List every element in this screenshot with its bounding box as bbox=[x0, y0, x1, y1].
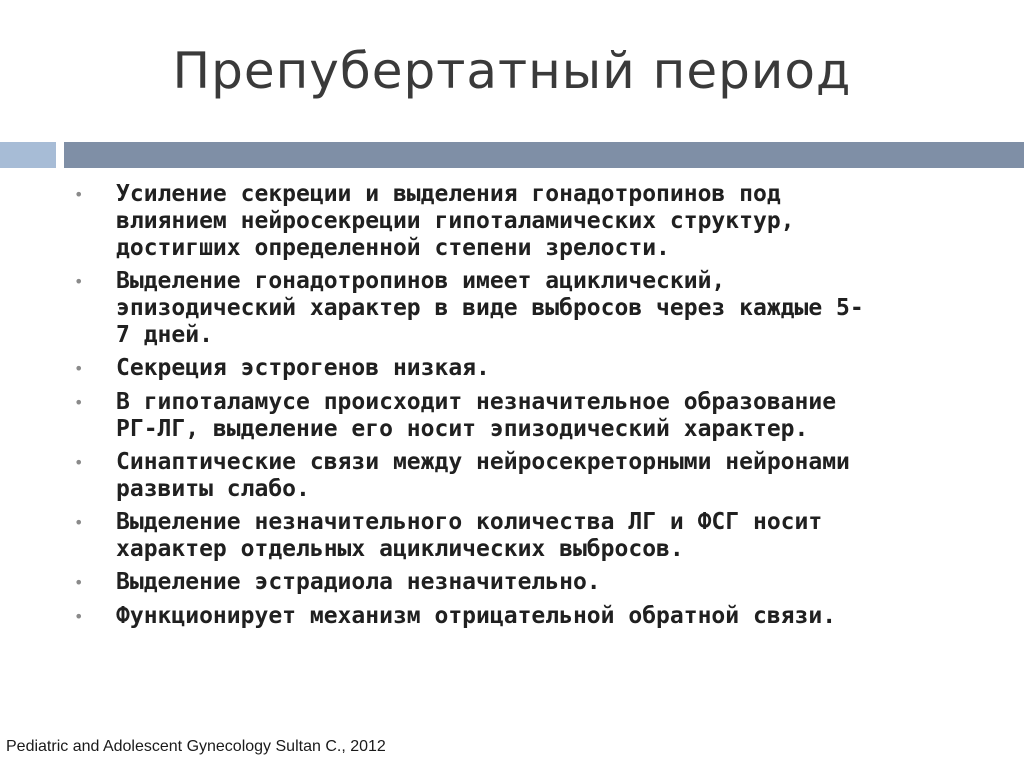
bullet-text: Синаптические связи между нейросекреторными нейронами развиты слабо. bbox=[116, 449, 850, 502]
bullet-icon: • bbox=[74, 453, 84, 472]
bullet-text: Выделение незначительного количества ЛГ и ФСГ носит характер отдельных ациклических выбросов. bbox=[116, 509, 823, 562]
bullet-list bbox=[72, 181, 992, 637]
bullet-text: В гипоталамусе происходит незначительное образование РГ-ЛГ, выделение его носит эпизодический характер. bbox=[116, 389, 837, 442]
title-rule-bar bbox=[64, 142, 1024, 168]
list-item bbox=[72, 569, 992, 597]
bullet-icon: • bbox=[74, 359, 84, 378]
list-item bbox=[72, 509, 992, 563]
bullet-icon: • bbox=[74, 607, 84, 626]
bullet-text: Секреция эстрогенов низкая. bbox=[116, 355, 490, 381]
title-rule-accent bbox=[0, 142, 56, 168]
bullet-icon: • bbox=[74, 185, 84, 204]
list-item bbox=[72, 355, 992, 383]
citation-footer: Pediatric and Adolescent Gynecology Sultan C., 2012 bbox=[6, 738, 386, 755]
list-item bbox=[72, 603, 992, 631]
list-item bbox=[72, 389, 992, 443]
bullet-text: Выделение эстрадиола незначительно. bbox=[116, 569, 601, 595]
bullet-text: Усиление секреции и выделения гонадотропинов под влиянием нейросекреции гипоталамических структур, достигших определенной степени зрелости. bbox=[116, 181, 795, 261]
bullet-icon: • bbox=[74, 513, 84, 532]
slide-title: Препубертатный период bbox=[172, 42, 852, 100]
list-item bbox=[72, 449, 992, 503]
bullet-text: Функционирует механизм отрицательной обратной связи. bbox=[116, 603, 837, 629]
bullet-icon: • bbox=[74, 393, 84, 412]
bullet-icon: • bbox=[74, 573, 84, 592]
bullet-text: Выделение гонадотропинов имеет ациклический, эпизодический характер в виде выбросов через каждые 5- 7 дней. bbox=[116, 268, 864, 348]
list-item bbox=[72, 181, 992, 262]
bullet-icon: • bbox=[74, 272, 84, 291]
list-item bbox=[72, 268, 992, 349]
